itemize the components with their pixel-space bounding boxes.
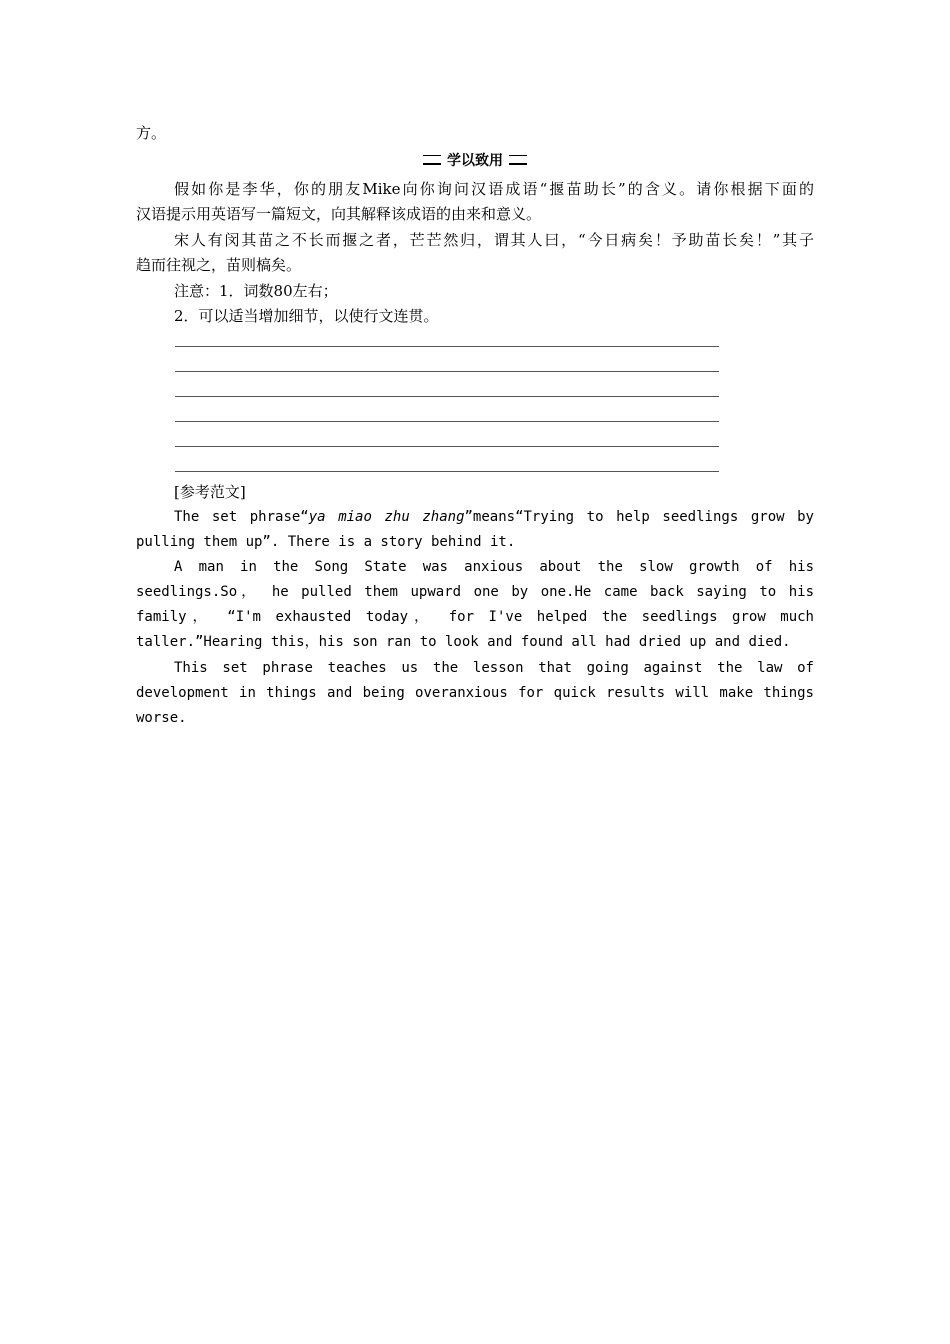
section-header-box (423, 150, 527, 170)
reference-p2-line-4: taller.”Hearing this，his son ran to look and found all had dried up and died. (136, 634, 791, 650)
task-line-1: 假如你是李华，你的朋友Mike向你询问汉语成语“揠苗助长”的含义。请你根据下面的 (174, 180, 814, 198)
reference-p2-line-1: A man in the Song State was anxious about the slow growth of his (174, 559, 814, 575)
note-line-2: 2．可以适当增加细节，以使行文连贯。 (174, 307, 439, 325)
answer-line (175, 371, 719, 372)
story-line-2: 趋而往视之，苗则槁矣。 (136, 256, 302, 274)
reference-p2-line-3: family， “I'm exhausted today， for I've helped the seedlings grow much (136, 609, 814, 625)
reference-p1-pinyin: ya miao zhu zhang (308, 509, 465, 525)
reference-p1-line-1 (174, 507, 814, 527)
reference-p3-line-3: worse. (136, 710, 187, 726)
task-line-2: 汉语提示用英语写一篇短文，向其解释该成语的由来和意义。 (136, 205, 542, 223)
reference-p2-line-2: seedlings.So， he pulled them upward one by one.He came back saying to his (136, 584, 814, 600)
reference-p1-line-2: pulling them up”. There is a story behind it. (136, 534, 516, 550)
header-left-rule (423, 155, 441, 165)
answer-line (175, 471, 719, 472)
answer-line (175, 421, 719, 422)
story-line-1: 宋人有闵其苗之不长而揠之者，芒芒然归，谓其人曰，“今日病矣！予助苗长矣！”其子 (174, 231, 814, 249)
reference-p1-text-a: The set phrase“ (174, 509, 309, 525)
reference-p3-line-2: development in things and being overanxious for quick results will make things (136, 685, 814, 701)
section-header (0, 150, 950, 170)
section-title: 学以致用 (447, 153, 503, 169)
answer-line (175, 446, 719, 447)
header-right-rule (509, 155, 527, 165)
carryover-text: 方。 (136, 124, 167, 142)
reference-p3-line-1: This set phrase teaches us the lesson that going against the law of (174, 660, 814, 676)
note-line-1: 注意：1．词数80左右； (174, 282, 338, 300)
reference-p1-text-c: ”means“Trying to help seedlings grow by (464, 509, 814, 525)
answer-line (175, 396, 719, 397)
reference-label: [参考范文] (174, 483, 246, 501)
answer-line (175, 346, 719, 347)
